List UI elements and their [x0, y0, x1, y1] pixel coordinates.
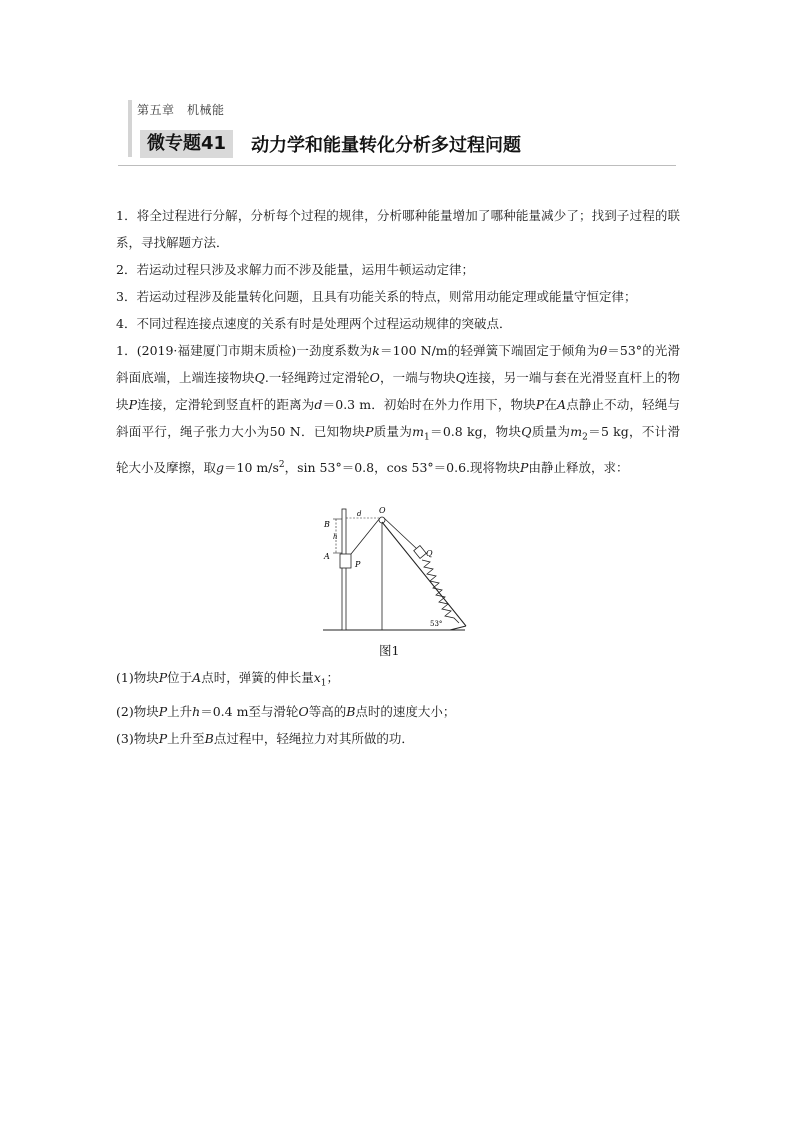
- question-3: (3)物块P上升至B点过程中，轻绳拉力对其所做的功．: [116, 730, 414, 746]
- content-body: [116, 202, 680, 481]
- figure-caption: 图1: [379, 643, 400, 658]
- header-divider: [118, 165, 676, 166]
- rope-to-P: [351, 518, 380, 554]
- label-h: h: [333, 533, 338, 541]
- block-P: [340, 554, 351, 568]
- question-2: (2)物块P上升h＝0.4 m至与滑轮O等高的B点时的速度大小；: [116, 703, 456, 719]
- label-angle: 53°: [430, 620, 443, 628]
- problem-statement: 1．(2019·福建厦门市期末质检)一劲度系数为k＝100 N/m的轻弹簧下端固定于倾角为θ＝53°的光滑斜面底端，上端连接物块Q.一轻绳跨过定滑轮O，一端与物块Q连接，另一端与套在光滑竖直杆上的物块P连接，定滑轮到竖直杆的距离为d＝0.3 m．初始时在外力作用下，物块P在A点静止不动，轻绳与斜面平行，绳子张力大小为50 N．已知物块P质量为$m_1=0.8$ kg，物块Q质量为$m_2=5$ kg，不计滑轮大小及摩擦，取g＝10 $m/s^2$，sin 53°＝0.8，cos 53°＝0.6.现将物块P由静止释放，求：: [116, 343, 681, 475]
- sub-questions: [116, 664, 680, 752]
- header-accent-bar: [128, 100, 132, 157]
- topic-title: 动力学和能量转化分析多过程问题: [251, 135, 522, 156]
- figure-1-diagram: [320, 505, 470, 637]
- question-1: (1)物块P位于A点时，弹簧的伸长量$x_1$；: [116, 670, 340, 689]
- label-P: P: [355, 560, 361, 569]
- label-B: B: [324, 520, 330, 529]
- tip-4: 4．不同过程连接点速度的关系有时是处理两个过程运动规律的突破点．: [116, 316, 512, 331]
- tip-3: 3．若运动过程涉及能量转化问题，且具有功能关系的特点，则常用动能定理或能量守恒定律；: [116, 289, 637, 304]
- incline-base: [450, 626, 466, 630]
- page-title: [140, 130, 521, 158]
- label-O: O: [379, 506, 386, 515]
- label-A: A: [324, 552, 330, 561]
- spring: [422, 560, 459, 623]
- topic-number-badge: 微专题41: [140, 130, 233, 158]
- label-d: d: [357, 510, 362, 518]
- label-Q: Q: [426, 549, 433, 558]
- tip-1: 1．将全过程进行分解，分析每个过程的规律，分析哪种能量增加了哪种能量减少了；找到子过程的联系，寻找解题方法．: [116, 208, 680, 250]
- chapter-label: 第五章 机械能: [137, 103, 225, 117]
- vertical-rod: [342, 509, 346, 630]
- incline-surface: [382, 522, 466, 626]
- tip-2: 2．若运动过程只涉及求解力而不涉及能量，运用牛顿运动定律；: [116, 262, 474, 277]
